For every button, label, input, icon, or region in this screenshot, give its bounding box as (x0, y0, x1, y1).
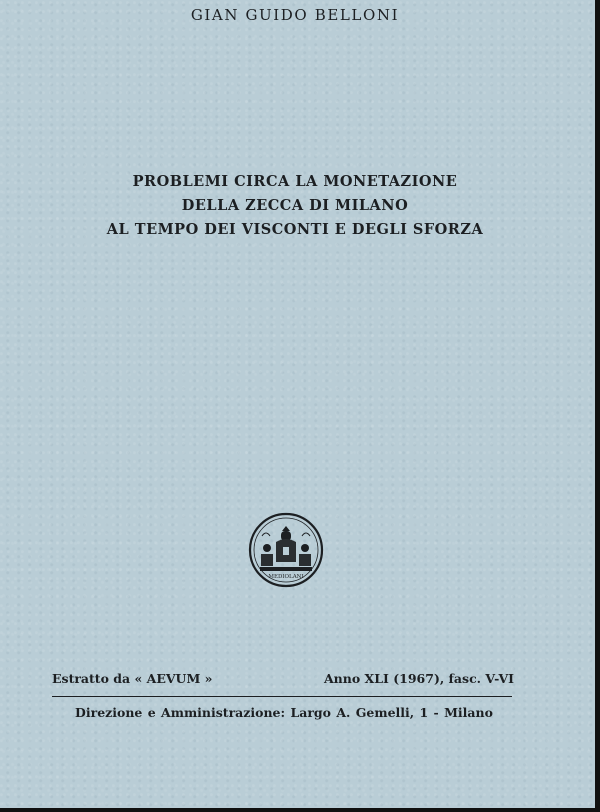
extract-info (52, 671, 514, 686)
title-line-2: DELLA ZECCA DI MILANO (181, 197, 409, 214)
book-title (0, 170, 590, 242)
divider-rule (52, 696, 512, 697)
scan-edge-bottom (0, 808, 600, 812)
publisher-address: Direzione e Amministrazione: Largo A. Gemelli, 1 - Milano (75, 705, 493, 720)
publisher-seal-icon (248, 512, 324, 588)
extract-issue: Anno XLI (1967), fasc. V-VI (323, 671, 514, 686)
seal-text: MEDIOLANI (268, 574, 304, 580)
scan-edge-right (595, 0, 600, 812)
author-name: GIAN GUIDO BELLONI (190, 6, 400, 24)
title-line-3: AL TEMPO DEI VISCONTI E DEGLI SFORZA (106, 221, 484, 238)
extract-source: Estratto da « AEVUM » (52, 671, 213, 686)
title-line-1: PROBLEMI CIRCA LA MONETAZIONE (132, 173, 458, 190)
